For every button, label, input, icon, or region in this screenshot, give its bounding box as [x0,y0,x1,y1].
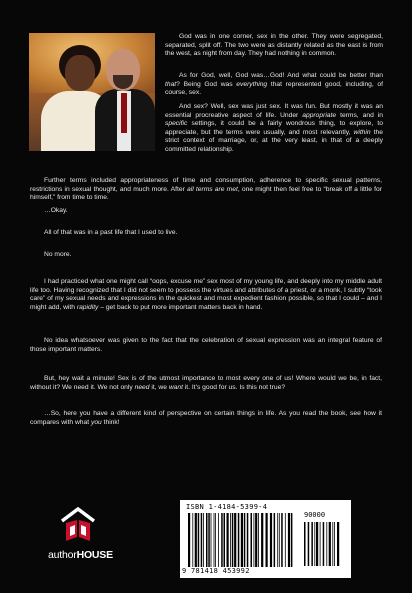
paragraph-1: God was in one corner, sex in the other. They were segregated, separated, split off. The two were as distantly related as the east is from the west, as night from day. They had nothing in common. [165,33,383,58]
paragraph-11: …So, here you have a different kind of perspective on certain things in life. As you read the book, see how it compares with what you think! [30,410,382,426]
paragraph-7: No more. [44,251,72,258]
paragraph-5: …Okay. [44,207,68,214]
paragraph-4: Further terms included appropriateness of time and consumption, adherence to specific sexual patterns, restrictions in sexual thought, and much more. After all terms are met, one might then feel free to “break off a little for himself,” from time to time. [30,177,382,202]
paragraph-9: No idea whatsoever was given to the fact that the celebration of sexual expression was an integral feature of those important matters. [30,337,382,353]
isbn-text: ISBN 1-4184-5399-4 [186,503,268,511]
publisher-name: authorHOUSE [48,549,113,561]
author-photo [29,33,155,151]
isbn-barcode [180,500,351,578]
house-book-icon [58,503,98,545]
barcode-addon [304,522,344,568]
paragraph-8: I had practiced what one might call “oops, excuse me” sex most of my young life, and deeply into my middle adult life too. Having recognized that I did not seem to possess the virtues and attributes of a priest, or a monk, I subtly “took care” of my sexual needs and expressions in the quickest and most expedient fashion possible, so that I could – and I might add, with rapidity – get back to put more important matters back in hand. [30,278,382,311]
paragraph-2: As for God, well, God was…God! And what could be better than that? Being God was everything that represented good, including, of course, sex. [165,72,384,97]
authorhouse-logo [48,503,113,573]
barcode-digits: 9 781418 453992 [182,567,250,575]
paragraph-3: And sex? Well, sex was just sex. It was fun. But mostly it was an essential procreative aspect of life. Under appropriate terms, and in specific settings, it could be a fairly wondrous thing, to explore, to appreciate, but the terms were usually, and most relevantly, within the strict context of marriage, or, at the very least, in that of a deeply committed relationship. [165,103,383,153]
paragraph-6: All of that was in a past life that I used to live. [44,229,178,236]
price-code: 90000 [304,511,326,519]
paragraph-10: But, hey wait a minute! Sex is of the utmost importance to most every one of us! Where would we be, in fact, without it? We need it. We not only need it, we want it. It’s good for us. Is this not true? [30,375,382,391]
barcode-main [188,513,294,569]
